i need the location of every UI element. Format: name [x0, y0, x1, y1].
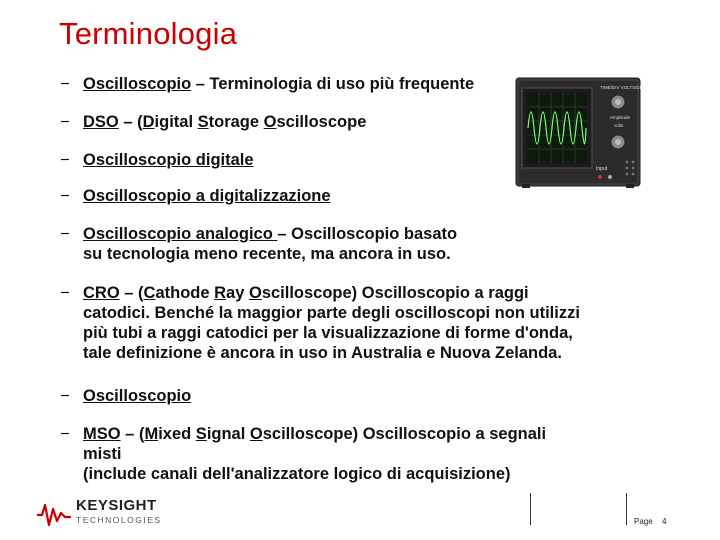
bullet-text-segment: MSO	[83, 425, 121, 443]
bullet-text-line	[83, 464, 643, 484]
scope-header-label: TIME/DIV VOLTS/DIV	[600, 85, 644, 90]
scope-volts-label: volts	[614, 123, 624, 128]
bullet-text-segment: O	[263, 113, 277, 131]
bullet-text-segment: Oscilloscopio analogico	[83, 225, 278, 243]
bullet-text-segment: – Oscilloscopio basato	[277, 225, 458, 243]
bullet-text-line	[83, 323, 643, 343]
scope-input-label: Input	[596, 166, 608, 172]
bullet-text-line	[83, 386, 643, 406]
bullet-text-segment: Oscilloscopio digitale	[83, 151, 254, 169]
bullet-text-line	[83, 224, 643, 244]
bullet-text-segment: O	[248, 284, 262, 302]
keysight-wave-icon	[36, 499, 72, 529]
bullet-text-segment: DSO	[83, 113, 119, 131]
footer-divider	[530, 493, 531, 525]
bullet-text-segment: S	[197, 113, 209, 131]
page-label: Page	[634, 517, 653, 526]
bullet-text-segment: Oscilloscopio	[83, 75, 192, 93]
bullet-text-segment: – (	[119, 284, 144, 302]
oscilloscope-icon	[514, 72, 644, 192]
bullet-text-segment: R	[214, 284, 227, 302]
bullet-text-segment: O	[249, 425, 263, 443]
bullet-text-segment: M	[144, 425, 159, 443]
bullet-text-line	[83, 343, 643, 363]
scope-amplitude-label: Amplitude	[610, 115, 631, 120]
bullet-text-segment: ixed	[158, 425, 196, 443]
bullet-text-segment: catodici. Benché la maggior parte degli oscilloscopi non utilizzi	[83, 304, 580, 322]
bullet-text-line	[83, 424, 643, 444]
brand-subtitle: TECHNOLOGIES	[76, 515, 162, 525]
oscilloscope-image	[514, 72, 644, 192]
bullet-text-line	[83, 244, 643, 264]
bullet-text-segment: igital	[154, 113, 198, 131]
bullet-text-segment: CRO	[83, 284, 120, 302]
bullet-text-segment: C	[143, 284, 156, 302]
bullet-text-segment: scilloscope) Oscilloscopio a raggi	[261, 284, 529, 302]
bullet-text-segment: più tubi a raggi catodici per la visualizzazione di forme d'onda,	[83, 324, 573, 342]
keysight-logo	[36, 497, 166, 531]
bullet-text-segment: torage	[208, 113, 264, 131]
bullet-text-segment: ignal	[206, 425, 250, 443]
page-number: 4	[662, 517, 667, 526]
bullet-text-segment: – (	[118, 113, 143, 131]
bullet-text-segment: Oscilloscopio	[83, 387, 192, 405]
bullet-text-segment: ay	[226, 284, 249, 302]
page-title: Terminologia	[59, 16, 238, 51]
bullet-text-segment: – Terminologia di uso più frequente	[191, 75, 475, 93]
bullet-text-segment: misti	[83, 445, 122, 463]
bullet-text-line	[83, 444, 643, 464]
bullet-text-segment: (include canali dell'analizzatore logico di acquisizione)	[83, 465, 511, 483]
bullet-text-segment: Oscilloscopio a digitalizzazione	[83, 187, 331, 205]
bullet-text-line	[83, 303, 643, 323]
bullet-text-segment: D	[142, 113, 155, 131]
footer-divider	[626, 493, 627, 525]
brand-name: KEYSIGHT	[76, 497, 157, 514]
bullet-text-segment: scilloscope) Oscilloscopio a segnali	[262, 425, 547, 443]
bullet-text-segment: scilloscope	[276, 113, 367, 131]
bullet-text-segment: tale definizione è ancora in uso in Australia e Nuova Zelanda.	[83, 344, 562, 362]
bullet-text-line	[83, 283, 643, 303]
bullet-text-segment: – (	[120, 425, 145, 443]
bullet-text-segment: athode	[155, 284, 215, 302]
bullet-text-segment: S	[195, 425, 207, 443]
bullet-text-segment: su tecnologia meno recente, ma ancora in uso.	[83, 245, 451, 263]
